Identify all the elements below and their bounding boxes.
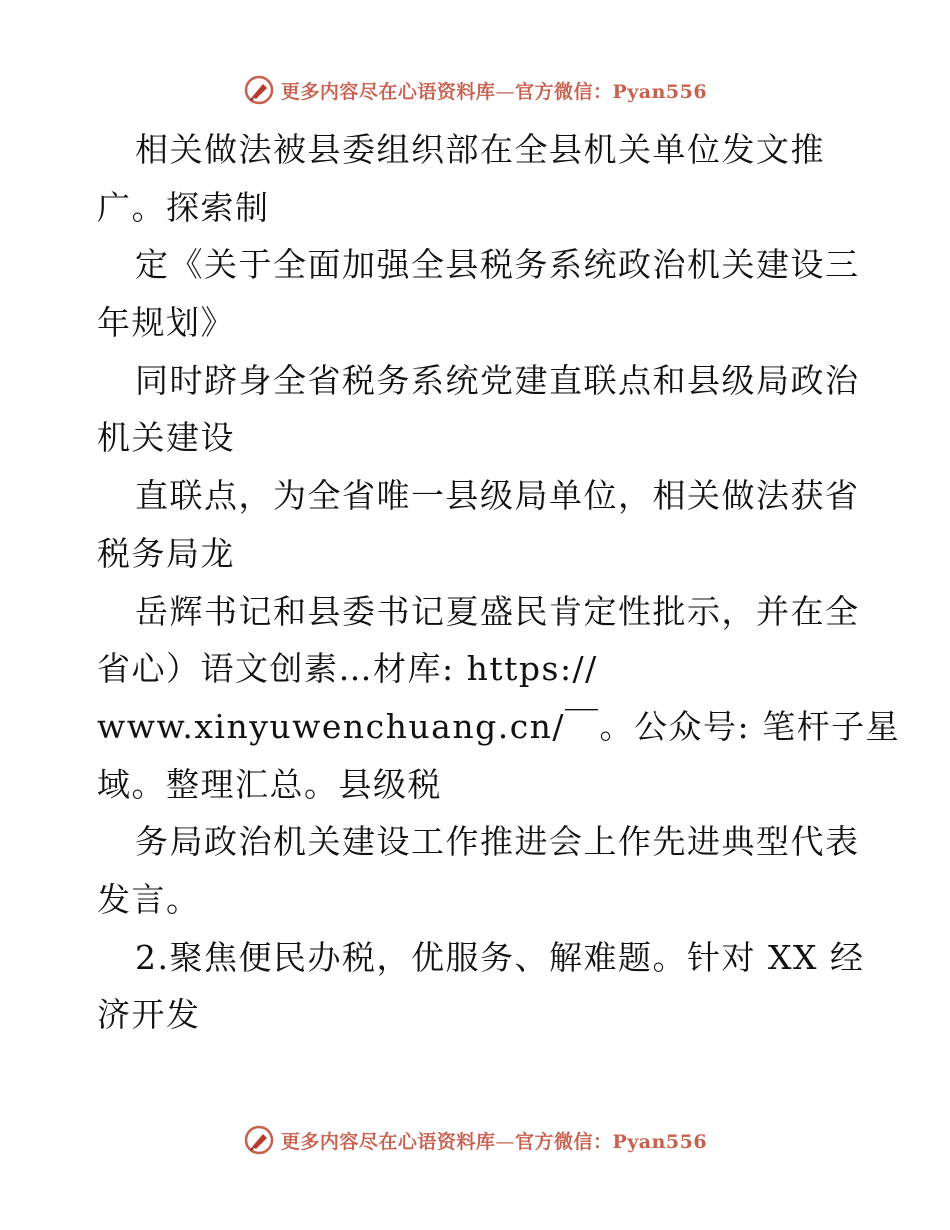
header-separator: — — [495, 80, 515, 103]
body-line: 机关建设 — [97, 418, 235, 458]
body-line: 发言。 — [97, 879, 201, 919]
body-line: 定《关于全面加强全县税务系统政治机关建设三 — [135, 245, 860, 285]
body-line: 济开发 — [97, 995, 201, 1035]
header-watermark — [0, 70, 950, 110]
header-brand-text: 更多内容尽在心语资料库 — [280, 80, 496, 103]
body-line: 域。整理汇总。县级税 — [97, 764, 442, 804]
body-line: 务局政治机关建设工作推进会上作先进典型代表 — [135, 822, 860, 862]
body-line: 相关做法被县委组织部在全县机关单位发文推 — [135, 130, 825, 169]
footer-watermark — [0, 1120, 950, 1160]
header-wechat-text: 官方微信：Pyan556 — [514, 80, 708, 103]
body-line: 省心）语文创素…材库: https:// — [97, 649, 598, 689]
document-body — [97, 121, 901, 1044]
footer-separator: — — [495, 1130, 515, 1153]
pen-nib-logo-icon — [243, 1124, 275, 1156]
footer-watermark-text — [281, 1127, 707, 1154]
body-line: 直联点，为全省唯一县级局单位，相关做法获省 — [135, 476, 860, 516]
body-line: 岳辉书记和县委书记夏盛民肯定性批示，并在全 — [135, 591, 860, 631]
body-line: 年规划》 — [97, 303, 235, 343]
footer-brand-text: 更多内容尽在心语资料库 — [280, 1130, 496, 1153]
body-line: 广。探索制 — [97, 187, 270, 227]
footer-wechat-text: 官方微信：Pyan556 — [514, 1130, 708, 1153]
body-line-url: www.xinyuwenchuang.cn/￣。公众号: 笔杆子星 — [97, 706, 901, 746]
body-line: 同时跻身全省税务系统党建直联点和县级局政治 — [135, 360, 860, 400]
pen-nib-logo-icon — [243, 74, 275, 106]
header-watermark-text — [281, 77, 707, 104]
body-line: 税务局龙 — [97, 533, 235, 573]
body-line: 2.聚焦便民办税，优服务、解难题。针对 XX 经 — [135, 937, 865, 977]
